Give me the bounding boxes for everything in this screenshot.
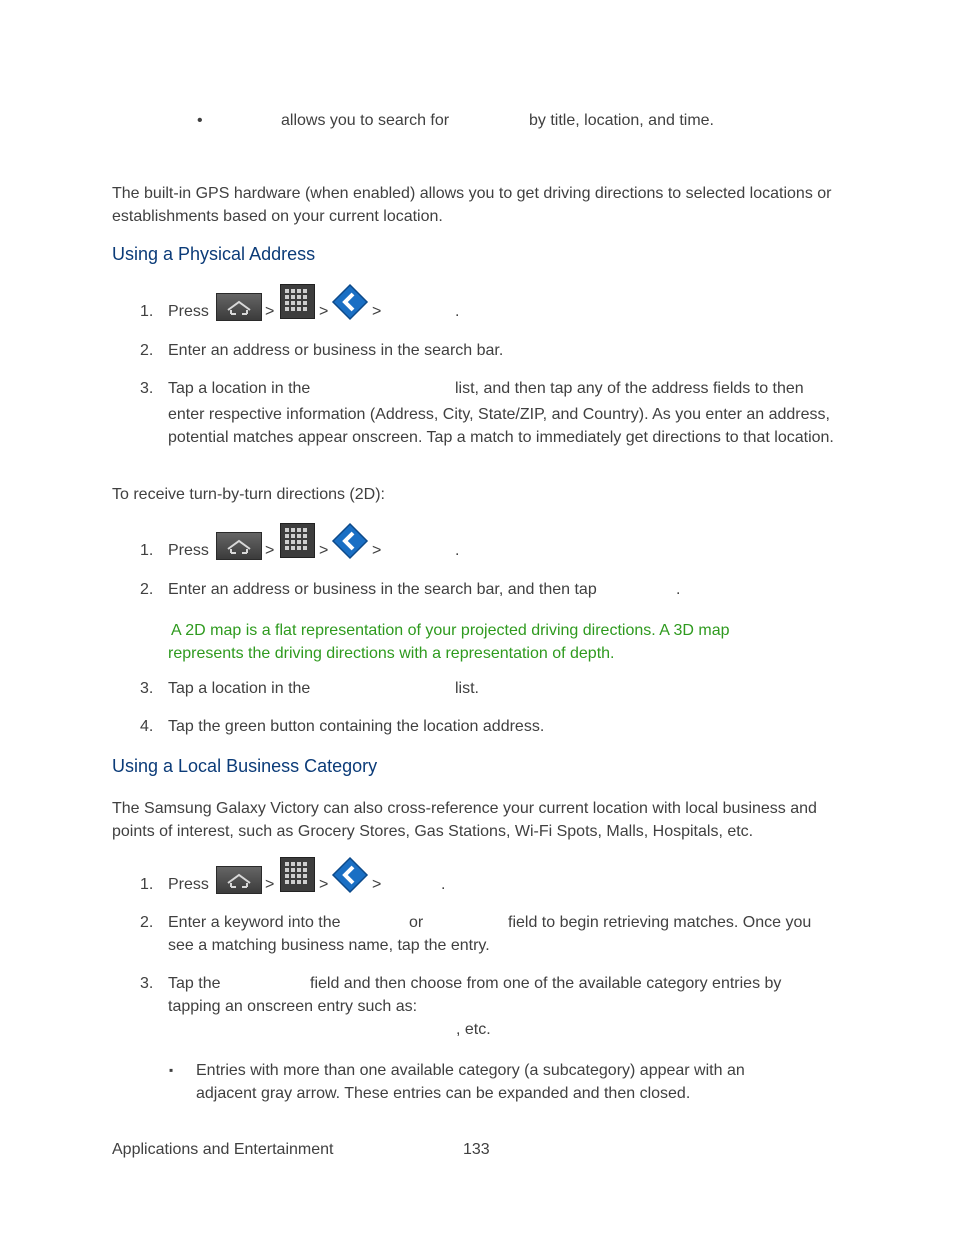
step-number: 1.	[140, 303, 154, 320]
gps-intro-paragraph: The built-in GPS hardware (when enabled) allows you to get driving directions to selected locations or establishments based on your current location.	[112, 185, 832, 225]
heading-local-business: Using a Local Business Category	[112, 756, 378, 776]
step-text: Enter an address or business in the search bar, and then tap	[168, 581, 597, 598]
step-number: 4.	[140, 718, 154, 735]
applications-grid-icon	[280, 523, 315, 558]
page-number: 133	[463, 1141, 490, 1158]
note-text: A 2D map is a flat representation of your projected driving directions. A 3D map represents the driving directions with a representation of depth.	[168, 622, 730, 662]
step-text-b: list.	[455, 680, 479, 697]
step-text-b: or	[409, 914, 424, 931]
sub-bullet-mark: ▪	[169, 1063, 174, 1077]
press-label: Press	[168, 542, 209, 559]
navigation-arrow-icon	[331, 522, 369, 560]
navigation-arrow-icon	[331, 283, 369, 321]
separator: >	[265, 303, 275, 320]
press-label: Press	[168, 876, 209, 893]
period: .	[441, 876, 446, 893]
footer-section-title: Applications and Entertainment	[112, 1141, 334, 1158]
step-text: Enter an address or business in the search bar.	[168, 342, 504, 359]
sub-bullet-text: Entries with more than one available category (a subcategory) appear with an adjacent gray arrow. These entries can be expanded and then closed.	[196, 1062, 745, 1102]
separator: >	[372, 876, 382, 893]
step-number: 3.	[140, 975, 154, 992]
step-text-rest: enter respective information (Address, City, State/ZIP, and Country). As you enter an address, potential matches appear onscreen. Tap a match to immediately get directions to that location.	[168, 406, 834, 446]
period: .	[455, 542, 460, 559]
step-text-a: Tap a location in the	[168, 680, 311, 697]
step-text: Tap the green button containing the location address.	[168, 718, 545, 735]
step-text-b: list, and then tap any of the address fields to then	[455, 380, 804, 397]
step-text-c: tapping an onscreen entry such as:	[168, 998, 418, 1015]
step-number: 2.	[140, 914, 154, 931]
step-number: 2.	[140, 581, 154, 598]
home-key-icon	[216, 293, 262, 321]
step-text-a: Tap a location in the	[168, 380, 311, 397]
separator: >	[319, 303, 329, 320]
bullet-text-part1: allows you to search for	[281, 112, 450, 129]
separator: >	[265, 876, 275, 893]
separator: >	[319, 542, 329, 559]
step-number: 1.	[140, 542, 154, 559]
step-number: 3.	[140, 380, 154, 397]
navigation-arrow-icon	[331, 856, 369, 894]
step-number: 2.	[140, 342, 154, 359]
separator: >	[319, 876, 329, 893]
press-label: Press	[168, 303, 209, 320]
turn-by-turn-intro: To receive turn-by-turn directions (2D):	[112, 486, 385, 503]
step-text-b: field and then choose from one of the available category entries by	[310, 975, 782, 992]
period: .	[455, 303, 460, 320]
bullet-mark: •	[197, 112, 203, 129]
step-text-a: Tap the	[168, 975, 221, 992]
step-number: 3.	[140, 680, 154, 697]
applications-grid-icon	[280, 284, 315, 319]
step-text-rest: see a matching business name, tap the entry.	[168, 937, 490, 954]
heading-physical-address: Using a Physical Address	[112, 244, 316, 264]
step-text-a: Enter a keyword into the	[168, 914, 341, 931]
home-key-icon	[216, 532, 262, 560]
home-key-icon	[216, 866, 262, 894]
bullet-text-part2: by title, location, and time.	[529, 112, 714, 129]
step-text-c: field to begin retrieving matches. Once you	[508, 914, 812, 931]
separator: >	[265, 542, 275, 559]
separator: >	[372, 303, 382, 320]
applications-grid-icon	[280, 857, 315, 892]
separator: >	[372, 542, 382, 559]
business-intro-paragraph: The Samsung Galaxy Victory can also cross-reference your current location with local business and points of interest, such as Grocery Stores, Gas Stations, Wi-Fi Spots, Malls, Hospitals, etc.	[112, 800, 817, 840]
period: .	[676, 581, 681, 598]
step-number: 1.	[140, 876, 154, 893]
step-text-d: , etc.	[456, 1021, 491, 1038]
